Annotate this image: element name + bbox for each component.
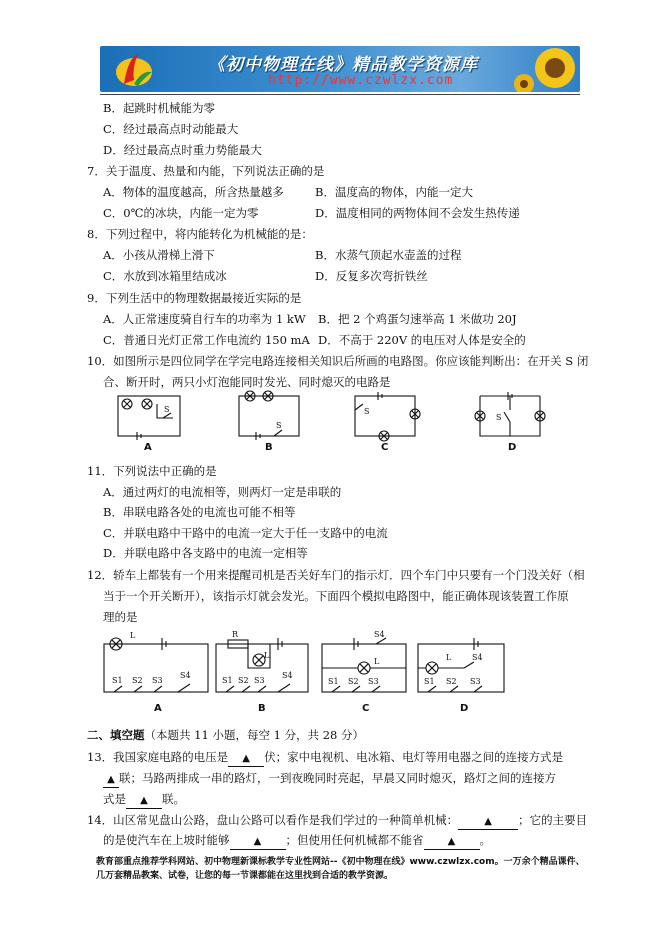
- q12d-s3: S3: [470, 677, 481, 686]
- q11-option-c: C．并联电路中干路中的电流一定大于任一支路中的电流: [103, 526, 388, 540]
- q12-stem-line3: 理的是: [103, 610, 138, 624]
- q6-option-c: C．经过最高点时动能最大: [103, 122, 239, 136]
- q7-option-a: A．物体的温度越高，所含热量越多: [103, 185, 284, 199]
- q10-circuit-d: [470, 392, 550, 442]
- q9-option-c: C．普通日光灯正常工作电流约 150 mA: [103, 333, 310, 347]
- q7-option-d: D．温度相同的两物体间不会发生热传递: [315, 206, 520, 220]
- q7-option-b: B．温度高的物体，内能一定大: [315, 185, 473, 199]
- q12c-lamp-label: L: [374, 657, 380, 666]
- q12b-s1: S1: [222, 676, 233, 685]
- q12c-s3: S3: [368, 677, 379, 686]
- q8-stem: 8．下列过程中，将内能转化为机械能的是：: [87, 227, 313, 241]
- header-rule: [100, 94, 580, 95]
- q12b-s4: S4: [282, 671, 293, 680]
- blank-mark-icon: ▲: [447, 836, 456, 847]
- q12-stem-line1: 12．轿车上都装有一个用来提醒司机是否关好车门的指示灯．四个车门中只要有一个门没关好（相: [87, 568, 585, 582]
- q12-label-a: A: [154, 703, 162, 714]
- q12b-lamp-label: L: [264, 651, 270, 660]
- q10-label-a: A: [144, 442, 152, 453]
- q12d-s4: S4: [472, 653, 483, 662]
- q12d-lamp-label: L: [446, 653, 452, 662]
- header-banner: [100, 46, 580, 92]
- q13-text-1: 13．我国家庭电路的电压是: [87, 750, 229, 764]
- q13-blank-3[interactable]: [126, 792, 162, 809]
- q11-stem: 11．下列说法中正确的是: [87, 464, 217, 478]
- q8-option-b: B．水蒸气顶起水壶盖的过程: [315, 248, 462, 262]
- site-logo-icon: [112, 50, 156, 90]
- q14-line1: [87, 813, 587, 830]
- q14-blank-1[interactable]: [458, 813, 518, 830]
- q13-line1: [87, 750, 563, 767]
- q12d-s1: S1: [424, 677, 435, 686]
- q12a-s1: S1: [112, 676, 123, 685]
- q12-circuit-b: [212, 628, 312, 696]
- q11-option-b: B．串联电路各处的电流也可能不相等: [103, 505, 296, 519]
- q9-option-a: A．人正常速度骑自行车的功率为 1 kW: [103, 312, 306, 326]
- q11-option-d: D．并联电路中各支路中的电流一定相等: [103, 546, 308, 560]
- q10a-switch-label: S: [164, 405, 170, 414]
- q11-option-a: A．通过两灯的电流相等，则两灯一定是串联的: [103, 485, 342, 499]
- q8-option-a: A．小孩从滑梯上滑下: [103, 248, 215, 262]
- q6-option-d: D．经过最高点时重力势能最大: [103, 143, 262, 157]
- q10-circuit-b: [236, 392, 306, 442]
- blank-mark-icon: ▲: [140, 795, 148, 806]
- q8-option-d: D．反复多次弯折铁丝: [315, 269, 428, 283]
- q10-circuit-a: [115, 392, 185, 442]
- q12-label-b: B: [258, 703, 266, 714]
- q12c-s1: S1: [328, 677, 339, 686]
- q13-line3: [103, 792, 185, 809]
- q10-label-d: D: [508, 442, 517, 453]
- q12c-s4: S4: [374, 630, 385, 639]
- q13-line2: [103, 771, 556, 788]
- q6-option-b: B．起跳时机械能为零: [103, 101, 215, 115]
- q10d-switch-label: S: [496, 413, 502, 422]
- q14-text-4: ；但使用任何机械都不能省: [285, 833, 424, 847]
- site-title: 《初中物理在线》精品教学资源库: [208, 55, 478, 75]
- blank-mark-icon: ▲: [253, 836, 262, 847]
- sunflower-icon: [510, 46, 580, 92]
- q13-text-5: 联。: [162, 792, 185, 806]
- q14-text-1: 14．山区常见盘山公路，盘山公路可以看作是我们学过的一种简单机械：: [87, 813, 459, 827]
- q12a-s4: S4: [180, 671, 191, 680]
- q14-text-5: 。: [479, 833, 491, 847]
- q12b-s3: S3: [254, 676, 265, 685]
- q10c-switch-label: S: [364, 407, 370, 416]
- q13-blank-1[interactable]: [228, 750, 264, 767]
- q13-text-2: 伏；家中电视机、电冰箱、电灯等用电器之间的连接方式是: [264, 750, 564, 764]
- q14-blank-2[interactable]: [230, 833, 286, 850]
- q12c-s2: S2: [348, 677, 359, 686]
- q12-circuit-c: [318, 628, 410, 696]
- q13-text-3: 联；马路两排成一串的路灯，一到夜晚同时亮起，早晨又同时熄灭，路灯之间的连接方: [119, 771, 556, 785]
- footer-line1: 教育部重点推荐学科网站、初中物理新课标教学专业性网站--《初中物理在线》www.czwlzx.com。一万余个精品课件、: [96, 857, 585, 867]
- q12b-s2: S2: [238, 676, 249, 685]
- q14-text-3: 的是使汽车在上坡时能够: [103, 833, 230, 847]
- q10-stem-line2: 合、断开时，两只小灯泡能同时发光、同时熄灭的电路是: [103, 375, 391, 389]
- q12-circuit-a: [100, 628, 210, 696]
- q13-blank-2[interactable]: [103, 771, 119, 788]
- site-url[interactable]: http://www.czwlzx.com: [268, 73, 454, 88]
- q9-stem: 9．下列生活中的物理数据最接近实际的是: [87, 291, 302, 305]
- q10-label-b: B: [265, 442, 273, 453]
- section2-heading: 二、填空题: [87, 728, 145, 742]
- q9-option-d: D．不高于 220V 的电压对人体是安全的: [318, 333, 526, 347]
- section2-note: （本题共 11 小题，每空 1 分，共 28 分）: [144, 728, 365, 742]
- q7-stem: 7．关于温度、热量和内能，下列说法正确的是: [87, 164, 325, 178]
- q12-label-c: C: [362, 703, 370, 714]
- q14-blank-3[interactable]: [424, 833, 480, 850]
- q10-label-c: C: [381, 442, 389, 453]
- footer-line2: 几万套精品教案、试卷，让您的每一节课都能在这里找到合适的教学资源。: [96, 871, 394, 881]
- q12a-s2: S2: [132, 676, 143, 685]
- q8-option-c: C．水放到冰箱里结成冰: [103, 269, 227, 283]
- blank-mark-icon: ▲: [484, 816, 492, 827]
- q7-option-c: C．0℃的冰块，内能一定为零: [103, 206, 259, 220]
- q10-circuit-c: [352, 392, 422, 442]
- q12a-lamp-label: L: [130, 631, 136, 640]
- q9-option-b: B．把 2 个鸡蛋匀速举高 1 米做功 20J: [318, 312, 517, 326]
- q12-label-d: D: [460, 703, 469, 714]
- q12b-resistor-label: R: [232, 630, 239, 639]
- q12a-s3: S3: [152, 676, 163, 685]
- q12d-s2: S2: [446, 677, 457, 686]
- blank-mark-icon: ▲: [107, 774, 115, 785]
- q12-circuit-d: [414, 628, 508, 696]
- blank-mark-icon: ▲: [242, 753, 250, 764]
- section2-heading-line: [87, 728, 364, 742]
- q14-line2: [103, 833, 491, 850]
- q14-text-2: ；它的主要目: [518, 813, 588, 827]
- q10-stem-line1: 10．如图所示是四位同学在学完电路连接相关知识后所画的电路图。你应该能判断出：在开关 S 闭: [87, 354, 589, 368]
- q13-text-4: 式是: [103, 792, 126, 806]
- q10b-switch-label: S: [276, 421, 282, 430]
- q12-stem-line2: 当于一个开关断开），该指示灯就会发光。下面四个模拟电路图中，能正确体现该装置工作原: [103, 589, 569, 603]
